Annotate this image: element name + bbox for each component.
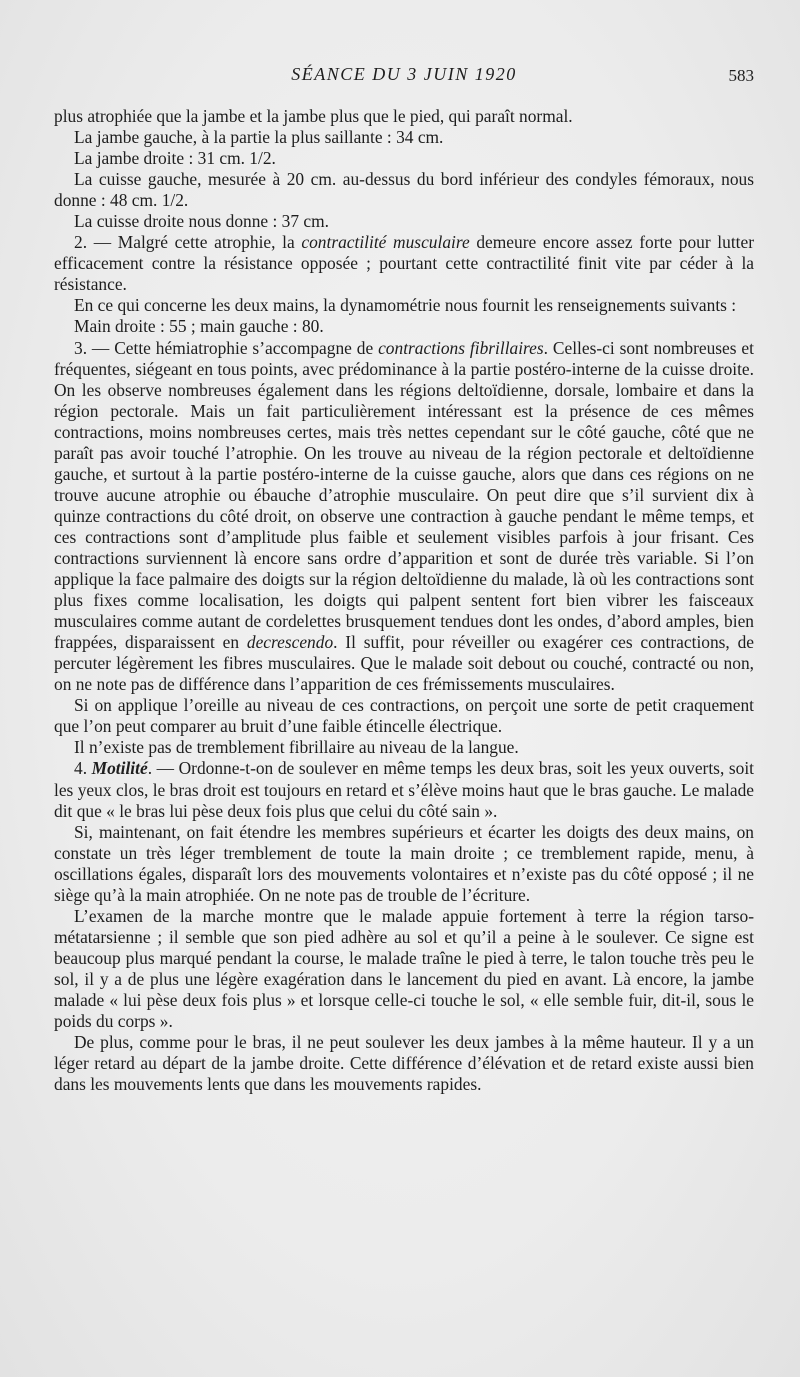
paragraph: Si, maintenant, on fait étendre les membres supérieurs et écarter les doigts des deux mains, on constate un très léger tremblement de toute la main droite ; ce tremblement rapide, menu, à oscillations égales, disparaît lors des mouvements volontaires et n’existe pas du côté opposé ; il ne siège qu’à la main atrophiée. On ne note pas de trouble de l’écriture. [54, 821, 754, 905]
paragraph-text: 2. — Malgré cette atrophie, la [74, 232, 302, 253]
paragraph: L’examen de la marche montre que le malade appuie fortement à terre la région tarso-métatarsienne ; il semble que son pied adhère au sol et qu’il a peine à le soulever. Ce signe est beaucoup plus marqué pendant la course, le malade traîne le pied à terre, le talon touche très peu le sol, il y a de plus une légère exagération dans le lancement du pied en avant. Là encore, la jambe malade « lui pèse deux fois plus » et lorsque celle-ci touche le sol, « elle semble fuir, dit-il, sous le poids du corps ». [54, 905, 754, 1032]
body-text [54, 106, 754, 1095]
page-number: 583 [728, 66, 754, 85]
paragraph: La cuisse gauche, mesurée à 20 cm. au-dessus du bord inférieur des condyles fémoraux, nous donne : 48 cm. 1/2. [54, 169, 754, 211]
paragraph: La cuisse droite nous donne : 37 cm. [74, 211, 330, 232]
paragraph-text: 3. — Cette hémiatrophie s’accompagne de [74, 337, 379, 358]
italic-term: contractions fibrillaires [378, 337, 544, 358]
page-header [54, 64, 754, 88]
italic-heading: Motilité [91, 758, 148, 779]
paragraph: Si on applique l’oreille au niveau de ces contractions, on perçoit une sorte de petit craquement que l’on peut comparer au bruit d’une faible étincelle électrique. [54, 695, 754, 737]
paragraph [54, 758, 754, 821]
paragraph-text: demeure encore assez forte pour lutter efficacement contre la résistance opposée ; pourtant cette contractilité finit vite par céder à la résistance. [54, 232, 755, 295]
paragraph: La jambe gauche, à la partie la plus saillante : 34 cm. [74, 127, 444, 148]
paragraph [54, 338, 754, 696]
paragraph-text: . — Ordonne-t-on de soulever en même temps les deux bras, soit les yeux ouverts, soit les yeux clos, le bras droit est toujours en retard et s’élève moins haut que le bras gauche. Le malade dit que « le bras lui pèse deux fois plus que celui du côté sain ». [54, 758, 755, 821]
italic-term: decrescendo [246, 632, 334, 653]
paragraph: La jambe droite : 31 cm. 1/2. [74, 148, 276, 169]
paragraph: En ce qui concerne les deux mains, la dynamométrie nous fournit les renseignements suivants : [74, 295, 737, 316]
paragraph: plus atrophiée que la jambe et la jambe plus que le pied, qui paraît normal. [54, 106, 573, 126]
italic-term: contractilité musculaire [301, 232, 470, 253]
paragraph-text: 4. [74, 758, 92, 779]
paragraph [54, 232, 754, 295]
paragraph: De plus, comme pour le bras, il ne peut soulever les deux jambes à la même hauteur. Il y a un léger retard au départ de la jambe droite. Cette différence d’élévation et de retard existe aussi bien dans les mouvements lents que dans les mouvements rapides. [54, 1032, 754, 1095]
paragraph-text: . Celles-ci sont nombreuses et fréquentes, siégeant en tous points, avec prédominance à la partie postéro-interne de la cuisse droite. On les observe nombreuses également dans les régions deltoïdienne, dorsale, lombaire et dans la région pectorale. Mais un fait particulièrement intéressant est la présence de ces mêmes contractions, moins nombreuses certes, mais très nettes cependant sur le côté gauche, côté que ne paraît pas avoir touché l’atrophie. On les trouve au niveau de la région pectorale et deltoïdienne gauche, et surtout à la partie postéro-interne de la cuisse gauche, alors que dans ces régions on ne trouve aucune atrophie ou ébauche d’atrophie musculaire. On peut dire que s’il survient dix à quinze contractions du côté droit, on observe une contraction à gauche pendant le même temps, et ces contractions sont d’amplitude plus faible et seulement visibles parfois à jour frisant. Ces contractions surviennent là encore sans ordre d’apparition et sont de durée très variable. Si l’on applique la face palmaire des doigts sur la région deltoïdienne du malade, là où les contractions sont plus fixes comme localisation, les doigts qui palpent sentent fort bien vibrer les faisceaux musculaires comme autant de cordelettes brusquement tendues dont les ondes, d’abord amples, bien frappées, disparaissent en [54, 337, 754, 653]
paragraph-text: . Il suffit, pour réveiller ou exagérer ces contractions, de percuter légèrement les fibres musculaires. Que le malade soit debout ou couché, contracté ou non, on ne note pas de différence dans l’apparition de ces frémissements musculaires. [54, 632, 754, 695]
running-title: SÉANCE DU 3 JUIN 1920 [291, 64, 517, 84]
paragraph: Il n’existe pas de tremblement fibrillaire au niveau de la langue. [74, 737, 519, 758]
paragraph: Main droite : 55 ; main gauche : 80. [74, 316, 324, 337]
